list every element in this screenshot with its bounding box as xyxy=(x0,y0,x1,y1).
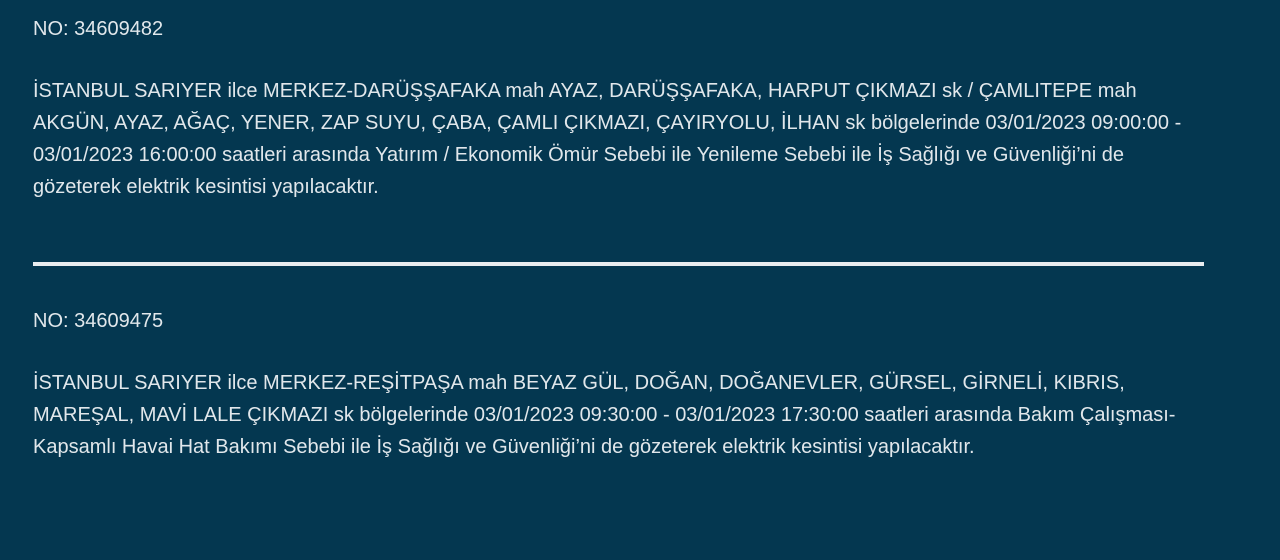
notice-divider xyxy=(33,262,1204,266)
outage-notice-1 xyxy=(33,13,1280,203)
notice-number: NO: 34609482 xyxy=(33,18,164,40)
notice-body-text: İSTANBUL SARIYER ilce MERKEZ-DARÜŞŞAFAKA mah AYAZ, DARÜŞŞAFAKA, HARPUT ÇIKMAZI sk / ÇAMLITEPE mah AKGÜN, AYAZ, AĞAÇ, YENER, ZAP SUYU, ÇABA, ÇAMLI ÇIKMAZI, ÇAYIRYOLU, İLHAN sk bölgelerinde 03/01/2023 09:00:00 - 03/01/2023 16:00:00 saatleri arasında Yatırım / Ekonomik Ömür Sebebi ile Yenileme Sebebi ile İş Sağlığı ve Güvenliği’ni de gözeterek elektrik kesintisi yapılacaktır. xyxy=(33,80,1182,198)
outage-notice-2 xyxy=(33,305,1280,463)
notice-body-text: İSTANBUL SARIYER ilce MERKEZ-REŞİTPAŞA mah BEYAZ GÜL, DOĞAN, DOĞANEVLER, GÜRSEL, GİRNELİ, KIBRIS, MAREŞAL, MAVİ LALE ÇIKMAZI sk bölgelerinde 03/01/2023 09:30:00 - 03/01/2023 17:30:00 saatleri arasında Bakım Çalışması-Kapsamlı Havai Hat Bakımı Sebebi ile İş Sağlığı ve Güvenliği’ni de gözeterek elektrik kesintisi yapılacaktır. xyxy=(33,372,1176,458)
notice-number: NO: 34609475 xyxy=(33,310,164,332)
